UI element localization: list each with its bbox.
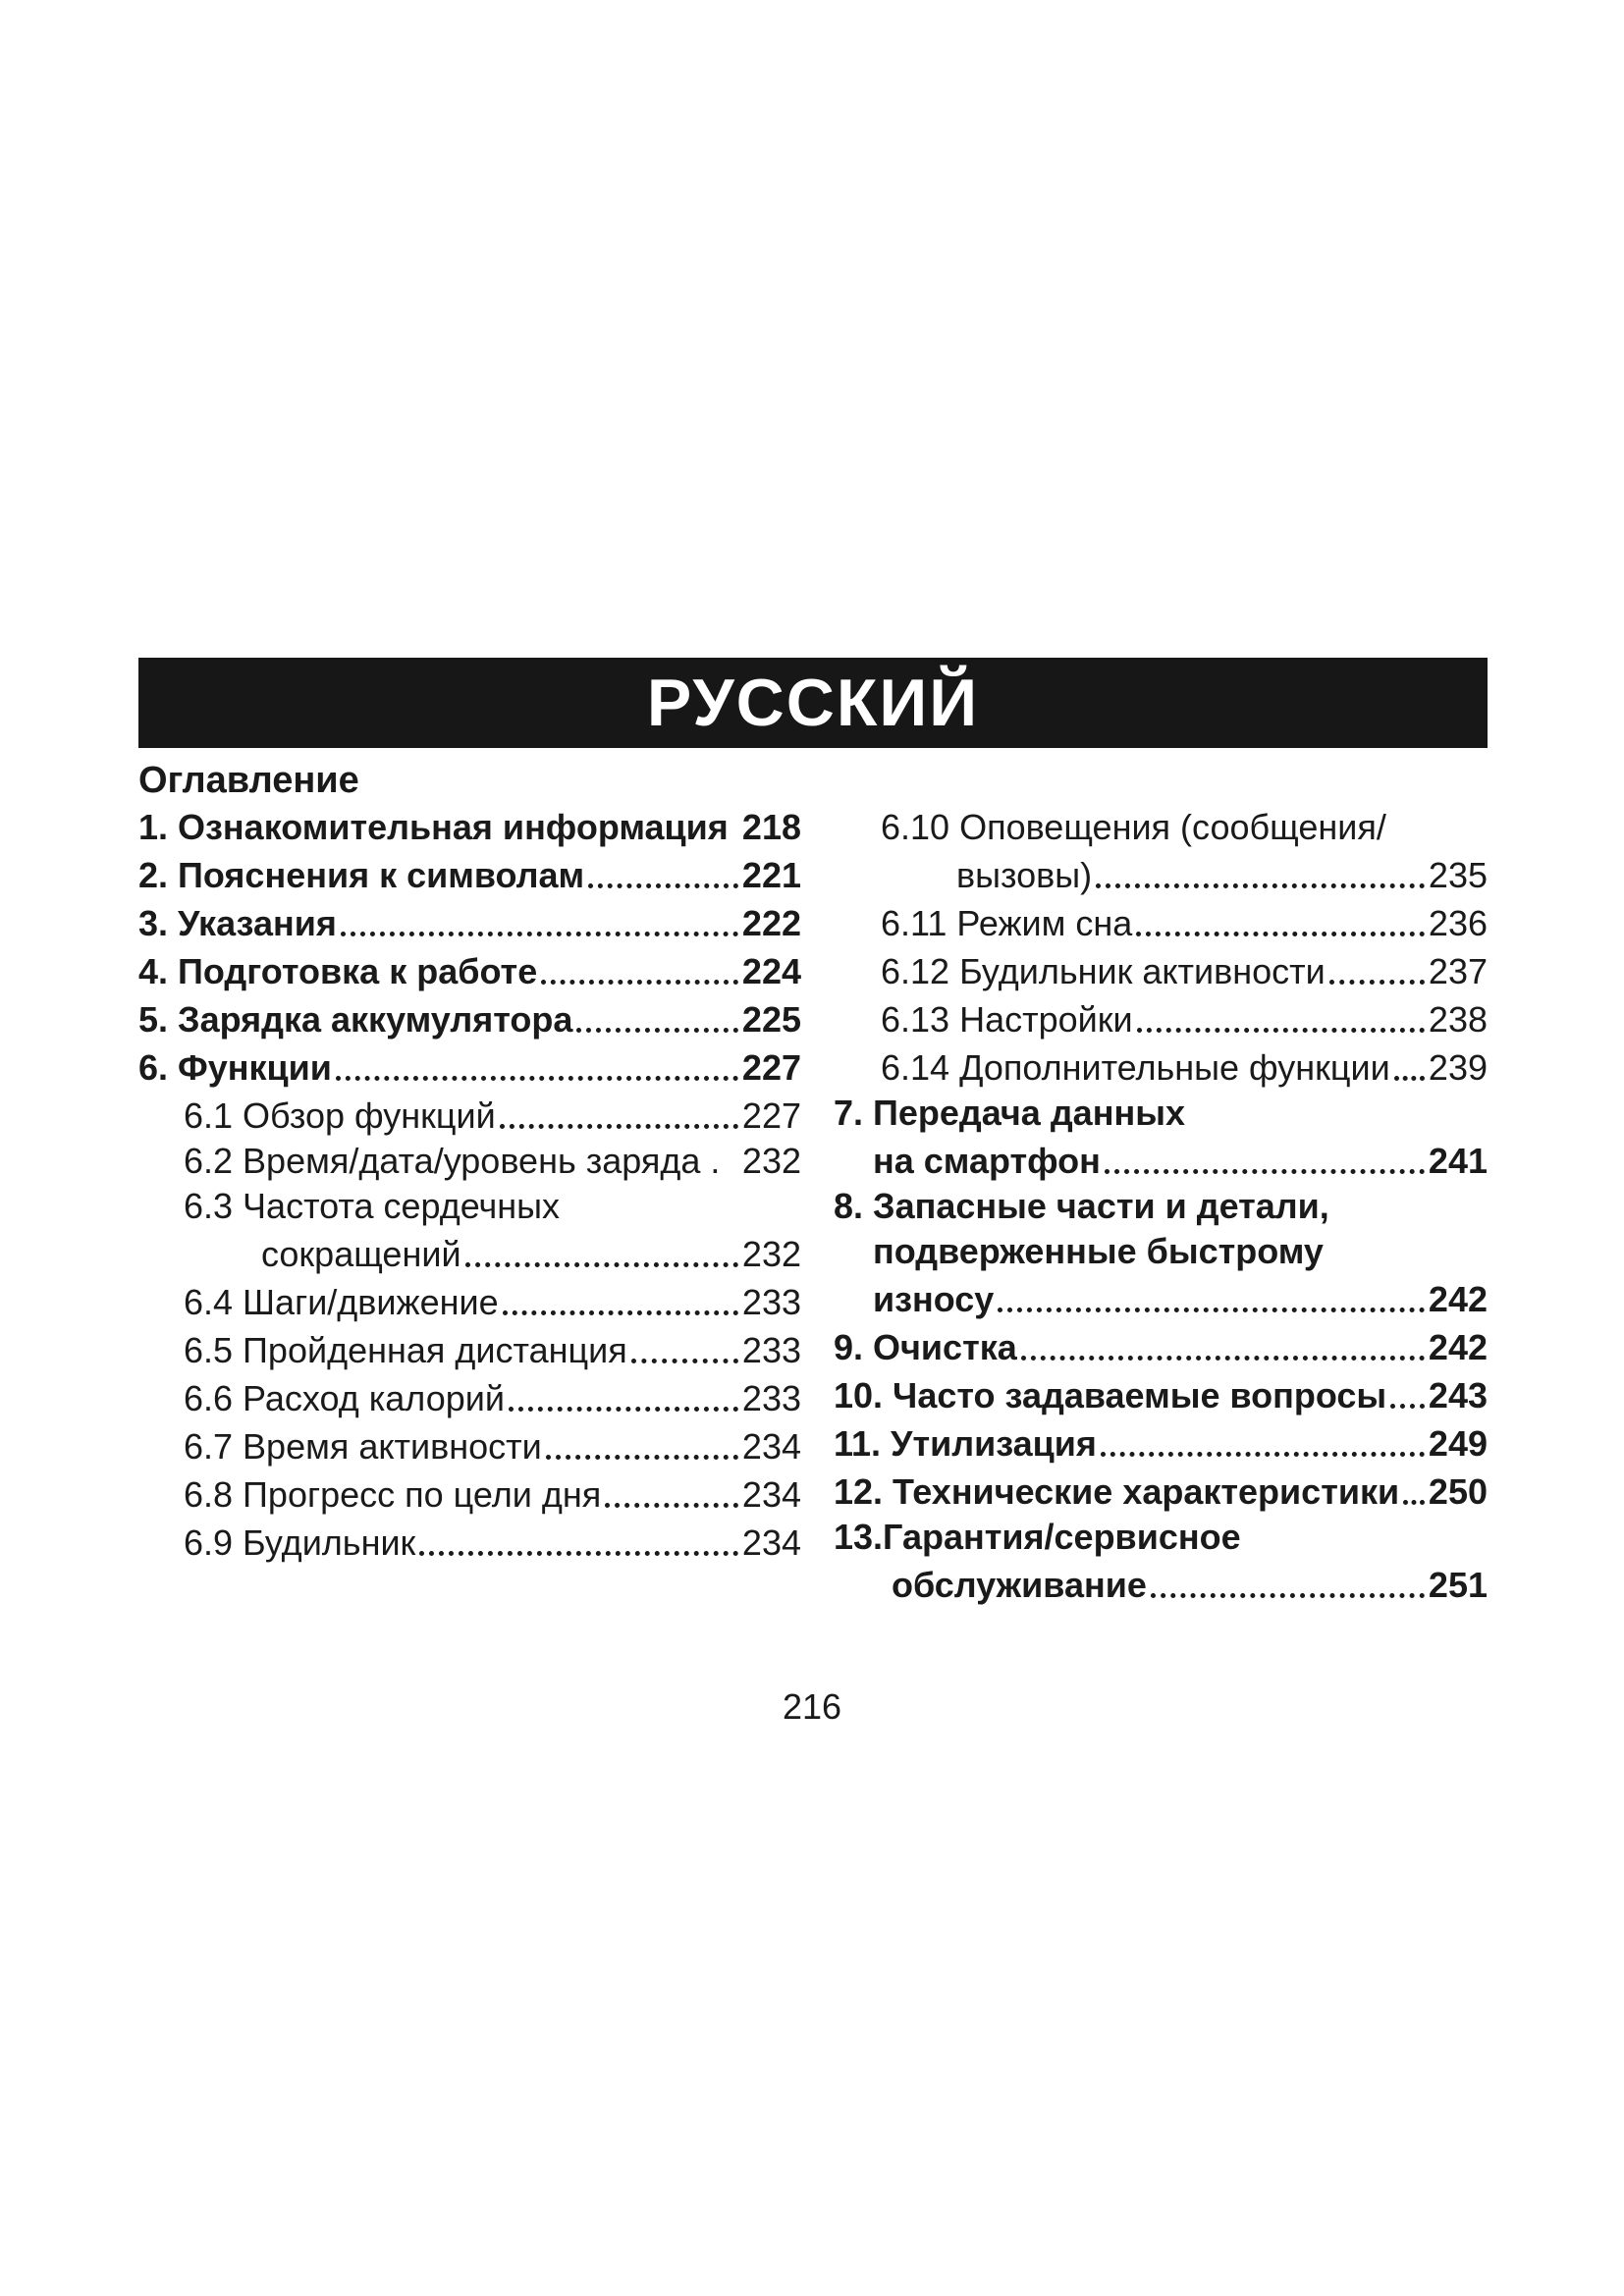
toc-entry-page: 221 [741, 855, 801, 895]
toc-entry-title: 5. Зарядка аккумулятора [138, 999, 573, 1040]
toc-entry [138, 994, 801, 1042]
dot-leader [503, 1277, 738, 1315]
toc-entry-page: 236 [1428, 903, 1488, 943]
page-number: 216 [782, 1686, 842, 1727]
toc-entry-page: 238 [1428, 999, 1488, 1040]
dot-leader [541, 946, 738, 985]
toc-entry-page: 250 [1428, 1471, 1488, 1512]
toc-entry [138, 946, 801, 994]
toc-entry-title: 6.13 Настройки [881, 999, 1133, 1040]
toc-entry [138, 805, 801, 850]
toc-entry-title: 6.3 Частота сердечных [184, 1186, 561, 1226]
toc-entry-page: 227 [741, 1047, 801, 1088]
toc-entry [834, 1467, 1488, 1515]
toc-entry-page: 227 [741, 1095, 801, 1136]
toc-entry [138, 1091, 801, 1139]
toc-entry [834, 1091, 1488, 1136]
toc-entry-page: 234 [741, 1474, 801, 1515]
toc-entry-page: 239 [1428, 1047, 1488, 1088]
toc-entry-page: 234 [741, 1522, 801, 1563]
toc-entry [138, 1184, 801, 1229]
toc-entry-page: 218 [741, 807, 801, 847]
toc-entry [834, 850, 1488, 898]
toc-entry [138, 1229, 801, 1277]
toc-entry-title: 11. Утилизация [834, 1423, 1097, 1464]
toc-entry [834, 1370, 1488, 1418]
toc-entry-page: 237 [1428, 951, 1488, 991]
toc-entry [834, 1515, 1488, 1560]
toc-entry [138, 1373, 801, 1421]
dot-leader [1136, 898, 1425, 936]
toc-entry-page: 242 [1428, 1327, 1488, 1367]
toc-entry-title: 10. Часто задаваемые вопросы [834, 1375, 1387, 1415]
toc-entry [834, 994, 1488, 1042]
toc-entry-title: 6.2 Время/дата/уровень заряда . [184, 1141, 721, 1181]
toc-entry [834, 1184, 1488, 1229]
dot-leader [1096, 850, 1425, 888]
toc-entry [138, 1469, 801, 1518]
language-banner [138, 658, 1488, 748]
toc-entry [138, 850, 801, 898]
toc-entry-page: 243 [1428, 1375, 1488, 1415]
toc-entry-title: сокращений [261, 1234, 461, 1274]
toc-entry-page: 249 [1428, 1423, 1488, 1464]
dot-leader [1151, 1560, 1425, 1598]
toc-entry [138, 1518, 801, 1566]
toc-entry-page: 233 [741, 1282, 801, 1322]
toc-entry-title: 6.12 Будильник активности [881, 951, 1326, 991]
toc-entry-title: 6.8 Прогресс по цели дня [184, 1474, 602, 1515]
toc-entry [138, 1042, 801, 1091]
toc-entry-title: износу [873, 1279, 995, 1319]
toc-entry-title: 4. Подготовка к работе [138, 951, 538, 991]
toc-entry-title: 3. Указания [138, 903, 337, 943]
toc-entry [834, 1418, 1488, 1467]
toc-entry-page: 233 [741, 1330, 801, 1370]
dot-leader [336, 1042, 738, 1081]
toc-entry [834, 1322, 1488, 1370]
toc-entry-title: 6.5 Пройденная дистанция [184, 1330, 627, 1370]
toc-entry [834, 1560, 1488, 1608]
toc-entry-title: 6.11 Режим сна [881, 903, 1133, 943]
toc-entry-title: обслуживание [892, 1565, 1147, 1605]
toc-entry-page: 241 [1428, 1141, 1488, 1181]
toc-entry-page: 234 [741, 1426, 801, 1467]
toc-entry [834, 1042, 1488, 1091]
dot-leader [588, 850, 738, 888]
toc-entry-title: 6.1 Обзор функций [184, 1095, 496, 1136]
toc-entry [834, 805, 1488, 850]
toc-entry-title: 6.9 Будильник [184, 1522, 416, 1563]
toc-entry-page: 232 [741, 1141, 801, 1181]
dot-leader [576, 994, 738, 1033]
dot-leader [1403, 1467, 1425, 1505]
toc-left-column [138, 805, 801, 1566]
dot-leader [1394, 1042, 1425, 1081]
dot-leader [1137, 994, 1425, 1033]
toc-entry-title: 2. Пояснения к символам [138, 855, 585, 895]
toc-entry-title: 12. Технические характеристики [834, 1471, 1400, 1512]
toc-entry-title: на смартфон [873, 1141, 1101, 1181]
dot-leader [465, 1229, 738, 1267]
dot-leader [631, 1325, 738, 1363]
dot-leader [1105, 1136, 1425, 1174]
toc-entry-title: 6.6 Расход калорий [184, 1378, 505, 1418]
dot-leader [1101, 1418, 1425, 1457]
toc-entry [834, 898, 1488, 946]
dot-leader [419, 1518, 738, 1556]
dot-leader [998, 1274, 1425, 1312]
banner-title: РУССКИЙ [646, 666, 980, 740]
toc-entry-page: 222 [741, 903, 801, 943]
toc-entry-title: 13.Гарантия/сервисное [834, 1517, 1241, 1557]
toc-entry [138, 1139, 801, 1184]
toc-entry [834, 1229, 1488, 1274]
toc-entry-page: 225 [741, 999, 801, 1040]
toc-entry-page: 232 [741, 1234, 801, 1274]
toc-entry-title: 9. Очистка [834, 1327, 1017, 1367]
dot-leader [500, 1091, 738, 1129]
toc-entry-title: 8. Запасные части и детали, [834, 1186, 1329, 1226]
dot-leader [1021, 1322, 1425, 1361]
toc-entry [138, 1421, 801, 1469]
dot-leader [1329, 946, 1425, 985]
toc-entry-page: 233 [741, 1378, 801, 1418]
toc-entry-title: 6.7 Время активности [184, 1426, 542, 1467]
toc-entry-title: подверженные быстрому [873, 1231, 1324, 1271]
dot-leader [605, 1469, 738, 1508]
toc-entry-title: 6. Функции [138, 1047, 332, 1088]
toc-entry-title: 1. Ознакомительная информация [138, 807, 729, 847]
dot-leader [1390, 1370, 1425, 1409]
toc-entry [834, 1136, 1488, 1184]
toc-entry-title: 7. Передача данных [834, 1093, 1185, 1133]
toc-right-column [834, 805, 1488, 1608]
dot-leader [341, 898, 738, 936]
toc-entry-title: 6.14 Дополнительные функции [881, 1047, 1390, 1088]
toc-entry [138, 1277, 801, 1325]
toc-entry-page: 224 [741, 951, 801, 991]
toc-entry-page: 251 [1428, 1565, 1488, 1605]
toc-entry-title: 6.4 Шаги/движение [184, 1282, 499, 1322]
toc-entry-title: 6.10 Оповещения (сообщения/ [881, 807, 1386, 847]
toc-entry-page: 235 [1428, 855, 1488, 895]
toc-entry [834, 946, 1488, 994]
dot-leader [546, 1421, 738, 1460]
toc-entry [138, 898, 801, 946]
toc-entry-title: вызовы) [956, 855, 1093, 895]
toc-entry [834, 1274, 1488, 1322]
dot-leader [509, 1373, 738, 1412]
toc-entry-page: 242 [1428, 1279, 1488, 1319]
toc-entry [138, 1325, 801, 1373]
toc-heading: Оглавление [138, 760, 359, 801]
